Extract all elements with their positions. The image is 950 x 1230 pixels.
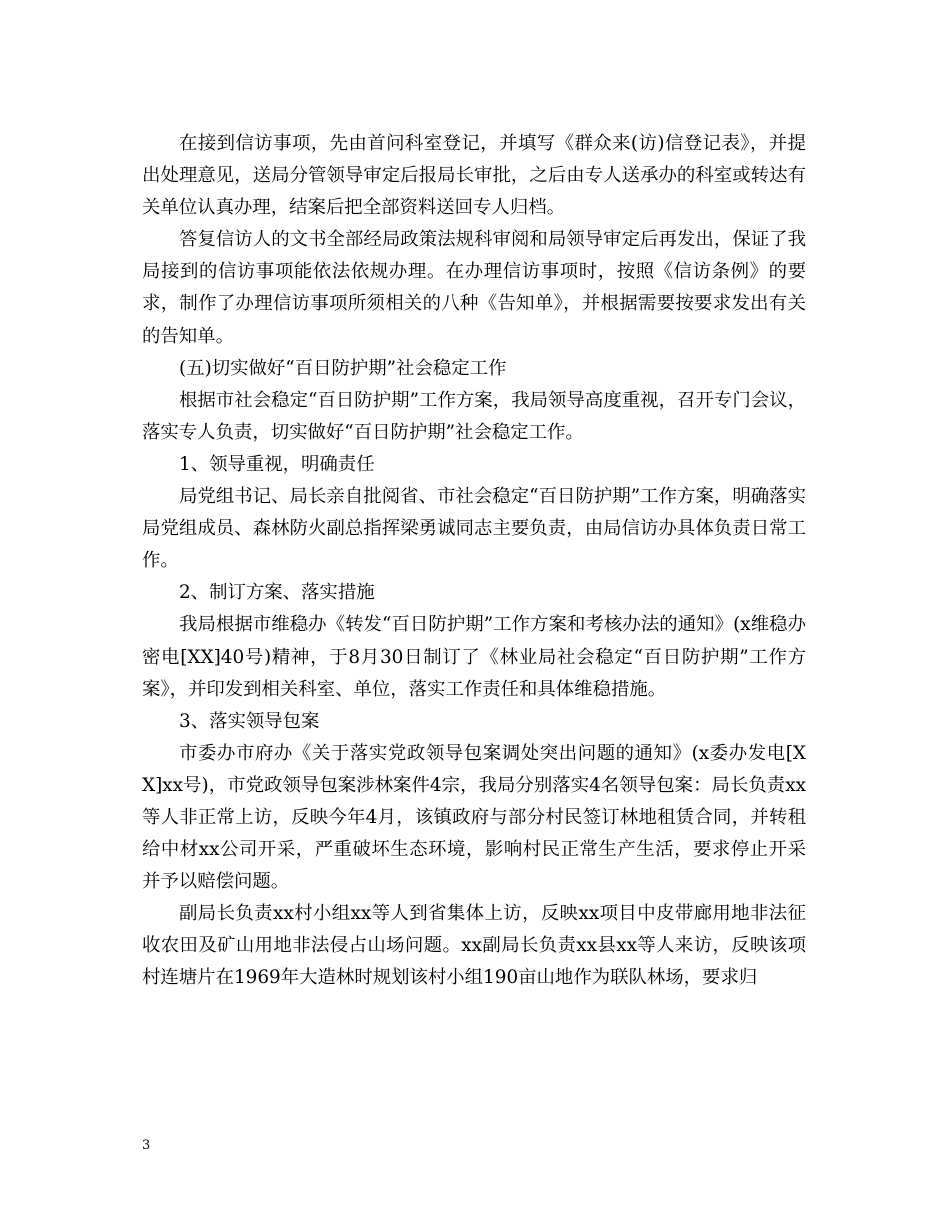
subheading-leadership: 1、领导重视，明确责任 xyxy=(179,453,375,475)
document-body xyxy=(142,128,806,995)
paragraph-measures: 我局根据市维稳办《转发“百日防护期”工作方案和考核办法的通知》(x维稳办密电[XX]40号)精神，于8月30日制订了《林业局社会稳定“百日防护期”工作方案》，并印发到相关科室、单位，落实工作责任和具体维稳措施。 xyxy=(142,614,806,700)
paragraph-registration: 在接到信访事项，先由首问科室登记，并填写《群众来(访)信登记表》，并提出处理意见，送局分管领导审定后报局长审批，之后由专人送承办的科室或转达有关单位认真办理，结案后把全部资料送回专人归档。 xyxy=(142,133,806,219)
section-heading-stability: (五)切实做好“百日防护期”社会稳定工作 xyxy=(179,357,507,379)
subheading-case-assignment: 3、落实领导包案 xyxy=(179,710,320,732)
paragraph-stability-plan: 根据市社会稳定“百日防护期”工作方案，我局领导高度重视，召开专门会议，落实专人负责，切实做好“百日防护期”社会稳定工作。 xyxy=(142,389,806,443)
subheading-measures: 2、制订方案、落实措施 xyxy=(179,582,375,604)
paragraph-leadership: 局党组书记、局长亲自批阅省、市社会稳定“百日防护期”工作方案，明确落实局党组成员、森林防火副总指挥梁勇诚同志主要负责，由局信访办具体负责日常工作。 xyxy=(142,486,806,572)
paragraph-deputy-cases: 副局长负责xx村小组xx等人到省集体上访，反映xx项目中皮带廊用地非法征收农田及矿山用地非法侵占山场问题。xx副局长负责xx县xx等人来访，反映该项村连塘片在1969年大造林时规划该村小组190亩山地作为联队林场，要求归 xyxy=(142,903,806,989)
page-number: 3 xyxy=(142,1138,151,1153)
paragraph-case-assignment: 市委办市府办《关于落实党政领导包案调处突出问题的通知》(x委办发电[XX]xx号)，市党政领导包案涉林案件4宗，我局分别落实4名领导包案：局长负责xx等人非正常上访，反映今年4月，该镇政府与部分村民签订林地租赁合同，并转租给中材xx公司开采，严重破坏生态环境，影响村民正常生产生活，要求停止开采并予以赔偿问题。 xyxy=(142,742,806,893)
paragraph-reply-documents: 答复信访人的文书全部经局政策法规科审阅和局领导审定后再发出，保证了我局接到的信访事项能依法依规办理。在办理信访事项时，按照《信访条例》的要求，制作了办理信访事项所须相关的八种《告知单》，并根据需要按要求发出有关的告知单。 xyxy=(142,229,806,347)
